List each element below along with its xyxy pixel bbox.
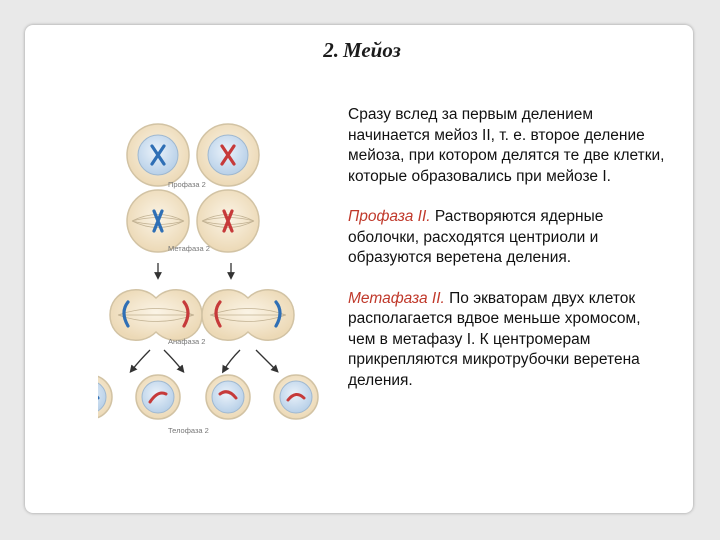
meiosis-diagram bbox=[98, 120, 328, 440]
metaphase-label: Метафаза II. bbox=[348, 289, 445, 307]
telophase-cell-2 bbox=[136, 375, 180, 419]
label-anaphase: Анафаза 2 bbox=[168, 337, 206, 346]
title-number: 2. bbox=[323, 38, 339, 62]
title-text: Мейоз bbox=[342, 38, 401, 62]
prophase-cell-left bbox=[127, 124, 189, 186]
text-column bbox=[348, 105, 668, 411]
arrow-telo-4 bbox=[256, 350, 276, 370]
meiosis-ii-figure bbox=[98, 120, 328, 440]
telophase-cell-4 bbox=[274, 375, 318, 419]
arrow-telo-1 bbox=[132, 350, 150, 370]
telophase-cell-1 bbox=[98, 375, 112, 419]
arrow-telo-3 bbox=[224, 350, 240, 370]
anaphase-cell-left bbox=[110, 290, 202, 341]
label-prophase: Профаза 2 bbox=[168, 180, 206, 189]
label-metaphase: Метафаза 2 bbox=[168, 244, 210, 253]
metaphase-cell-right bbox=[197, 190, 259, 252]
prophase-paragraph bbox=[348, 207, 668, 269]
metaphase-body: По экваторам двух клеток располагается вдвое меньше хромосом, чем в метафазу I. К центромерам прикрепляются микротрубочки веретена деления. bbox=[348, 289, 641, 389]
intro-paragraph: Сразу вслед за первым делением начинается мейоз II, т. е. второе деление мейоза, при котором делятся те две клетки, которые образовались при мейозе I. bbox=[348, 106, 665, 185]
prophase-cell-right bbox=[197, 124, 259, 186]
label-telophase: Телофаза 2 bbox=[168, 426, 209, 435]
telophase-cell-3 bbox=[206, 375, 250, 419]
prophase-body: Растворяются ядерные оболочки, расходятся центриоли и образуются веретена деления. bbox=[348, 208, 604, 266]
anaphase-cell-right bbox=[202, 290, 294, 341]
metaphase-paragraph bbox=[348, 289, 668, 392]
prophase-label: Профаза II. bbox=[348, 208, 431, 225]
metaphase-cell-left bbox=[127, 190, 189, 252]
slide-title bbox=[0, 38, 720, 63]
arrow-telo-2 bbox=[164, 350, 182, 370]
